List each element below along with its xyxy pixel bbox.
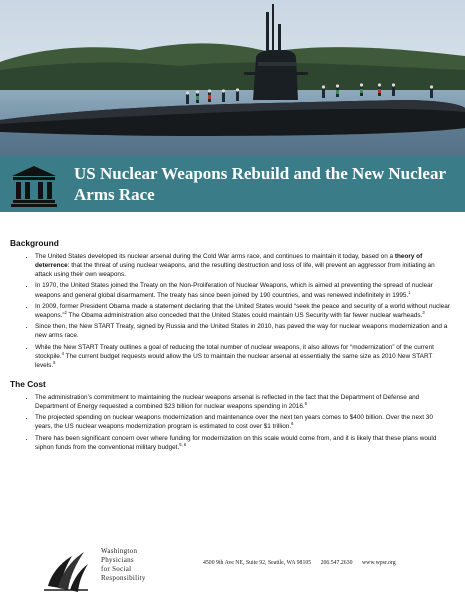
street-address: 4500 9th Ave NE, Suite 92, Seattle, WA 98105 <box>203 560 312 566</box>
background-heading: Background <box>10 238 59 248</box>
footnote-ref[interactable]: 5 <box>53 359 56 365</box>
cost-list <box>0 393 465 452</box>
footnote-ref[interactable]: 2 <box>64 309 67 315</box>
list-item: • There has been significant concern over where funding for modernization on this scale would come from, and it is likely that these plans would siphon funds from the conventional military budget.$^{5, 6}$ <box>35 434 451 452</box>
footnote-ref[interactable]: 6 <box>304 400 307 406</box>
background-list <box>0 252 465 370</box>
main-content <box>0 238 465 454</box>
page-title: US Nuclear Weapons Rebuild and the New Nuclear Arms Race <box>74 164 446 204</box>
phone-number[interactable]: 206.547.2630 <box>320 560 353 566</box>
footnote-ref[interactable]: 3 <box>422 309 425 315</box>
footnote-ref[interactable]: 4 <box>61 350 64 356</box>
wpsr-logo-icon <box>42 542 90 594</box>
footnote-ref[interactable]: 6 <box>291 421 294 427</box>
cost-heading: The Cost <box>10 378 46 389</box>
footnote-ref[interactable]: 1 <box>408 289 411 295</box>
list-item: • The United States developed its nuclear arsenal during the Cold War arms race, and continues to maintain it today, based on a theory of deterrence: that the threat of using nuclear weapons, and the resulting destruction and loss of life, will prevent an aggressor from initiating an attack using their own weapons. <box>35 252 451 279</box>
government-building-icon <box>9 165 59 207</box>
list-item: • While the New START Treaty outlines a goal of reducing the total number of nuclear weapons, it also allows for “modernization” of the current stockpile.$^4$ The current budget requests would allow the US to maintain the nuclear arsenal at essentially the same size as 2010 New START levels.$^5$ <box>35 343 451 370</box>
title-banner <box>0 156 465 212</box>
list-item: • In 2009, former President Obama made a statement declaring that the United States would “seek the peace and security of a world without nuclear weapons.”$^2$ The Obama administration also conceded that the United States could maintain US Security with far fewer nuclear warheads.$^3$ <box>35 302 451 320</box>
contact-info <box>203 560 463 566</box>
footnote-ref[interactable]: 5, 6 <box>179 441 187 447</box>
website-link[interactable]: www.wpsr.org <box>361 560 396 566</box>
list-item: • The administration’s commitment to maintaining the nuclear weapons arsenal is reflected in the fact that the Department of Defense and Department of Energy requested a combined $23 billion for nuclear weapons spending in 2016.$^6$ <box>35 393 451 411</box>
submarine-photo <box>0 0 465 156</box>
footer <box>0 540 465 603</box>
organization-name: Washington Physicians for Social Responsibility <box>101 547 146 582</box>
list-item: • Since then, the New START Treaty, signed by Russia and the United States in 2010, has paved the way for nuclear weapons modernization and a new arms race. <box>35 322 451 340</box>
list-item: • In 1970, the United States joined the Treaty on the Non-Proliferation of Nuclear Weapons, which is aimed at preventing the spread of nuclear weapons and general global disarmament. The treaty has since been joined by 190 countries, and was renewed indefinitely in 1995.$^1$ <box>35 281 451 299</box>
list-item: • The projected spending on nuclear weapons modernization and maintenance over the next ten years comes to $400 billion. Over the next 30 years, the US nuclear weapons modernization program is estimated to cost over $1 trillion.$^6$ <box>35 413 451 431</box>
